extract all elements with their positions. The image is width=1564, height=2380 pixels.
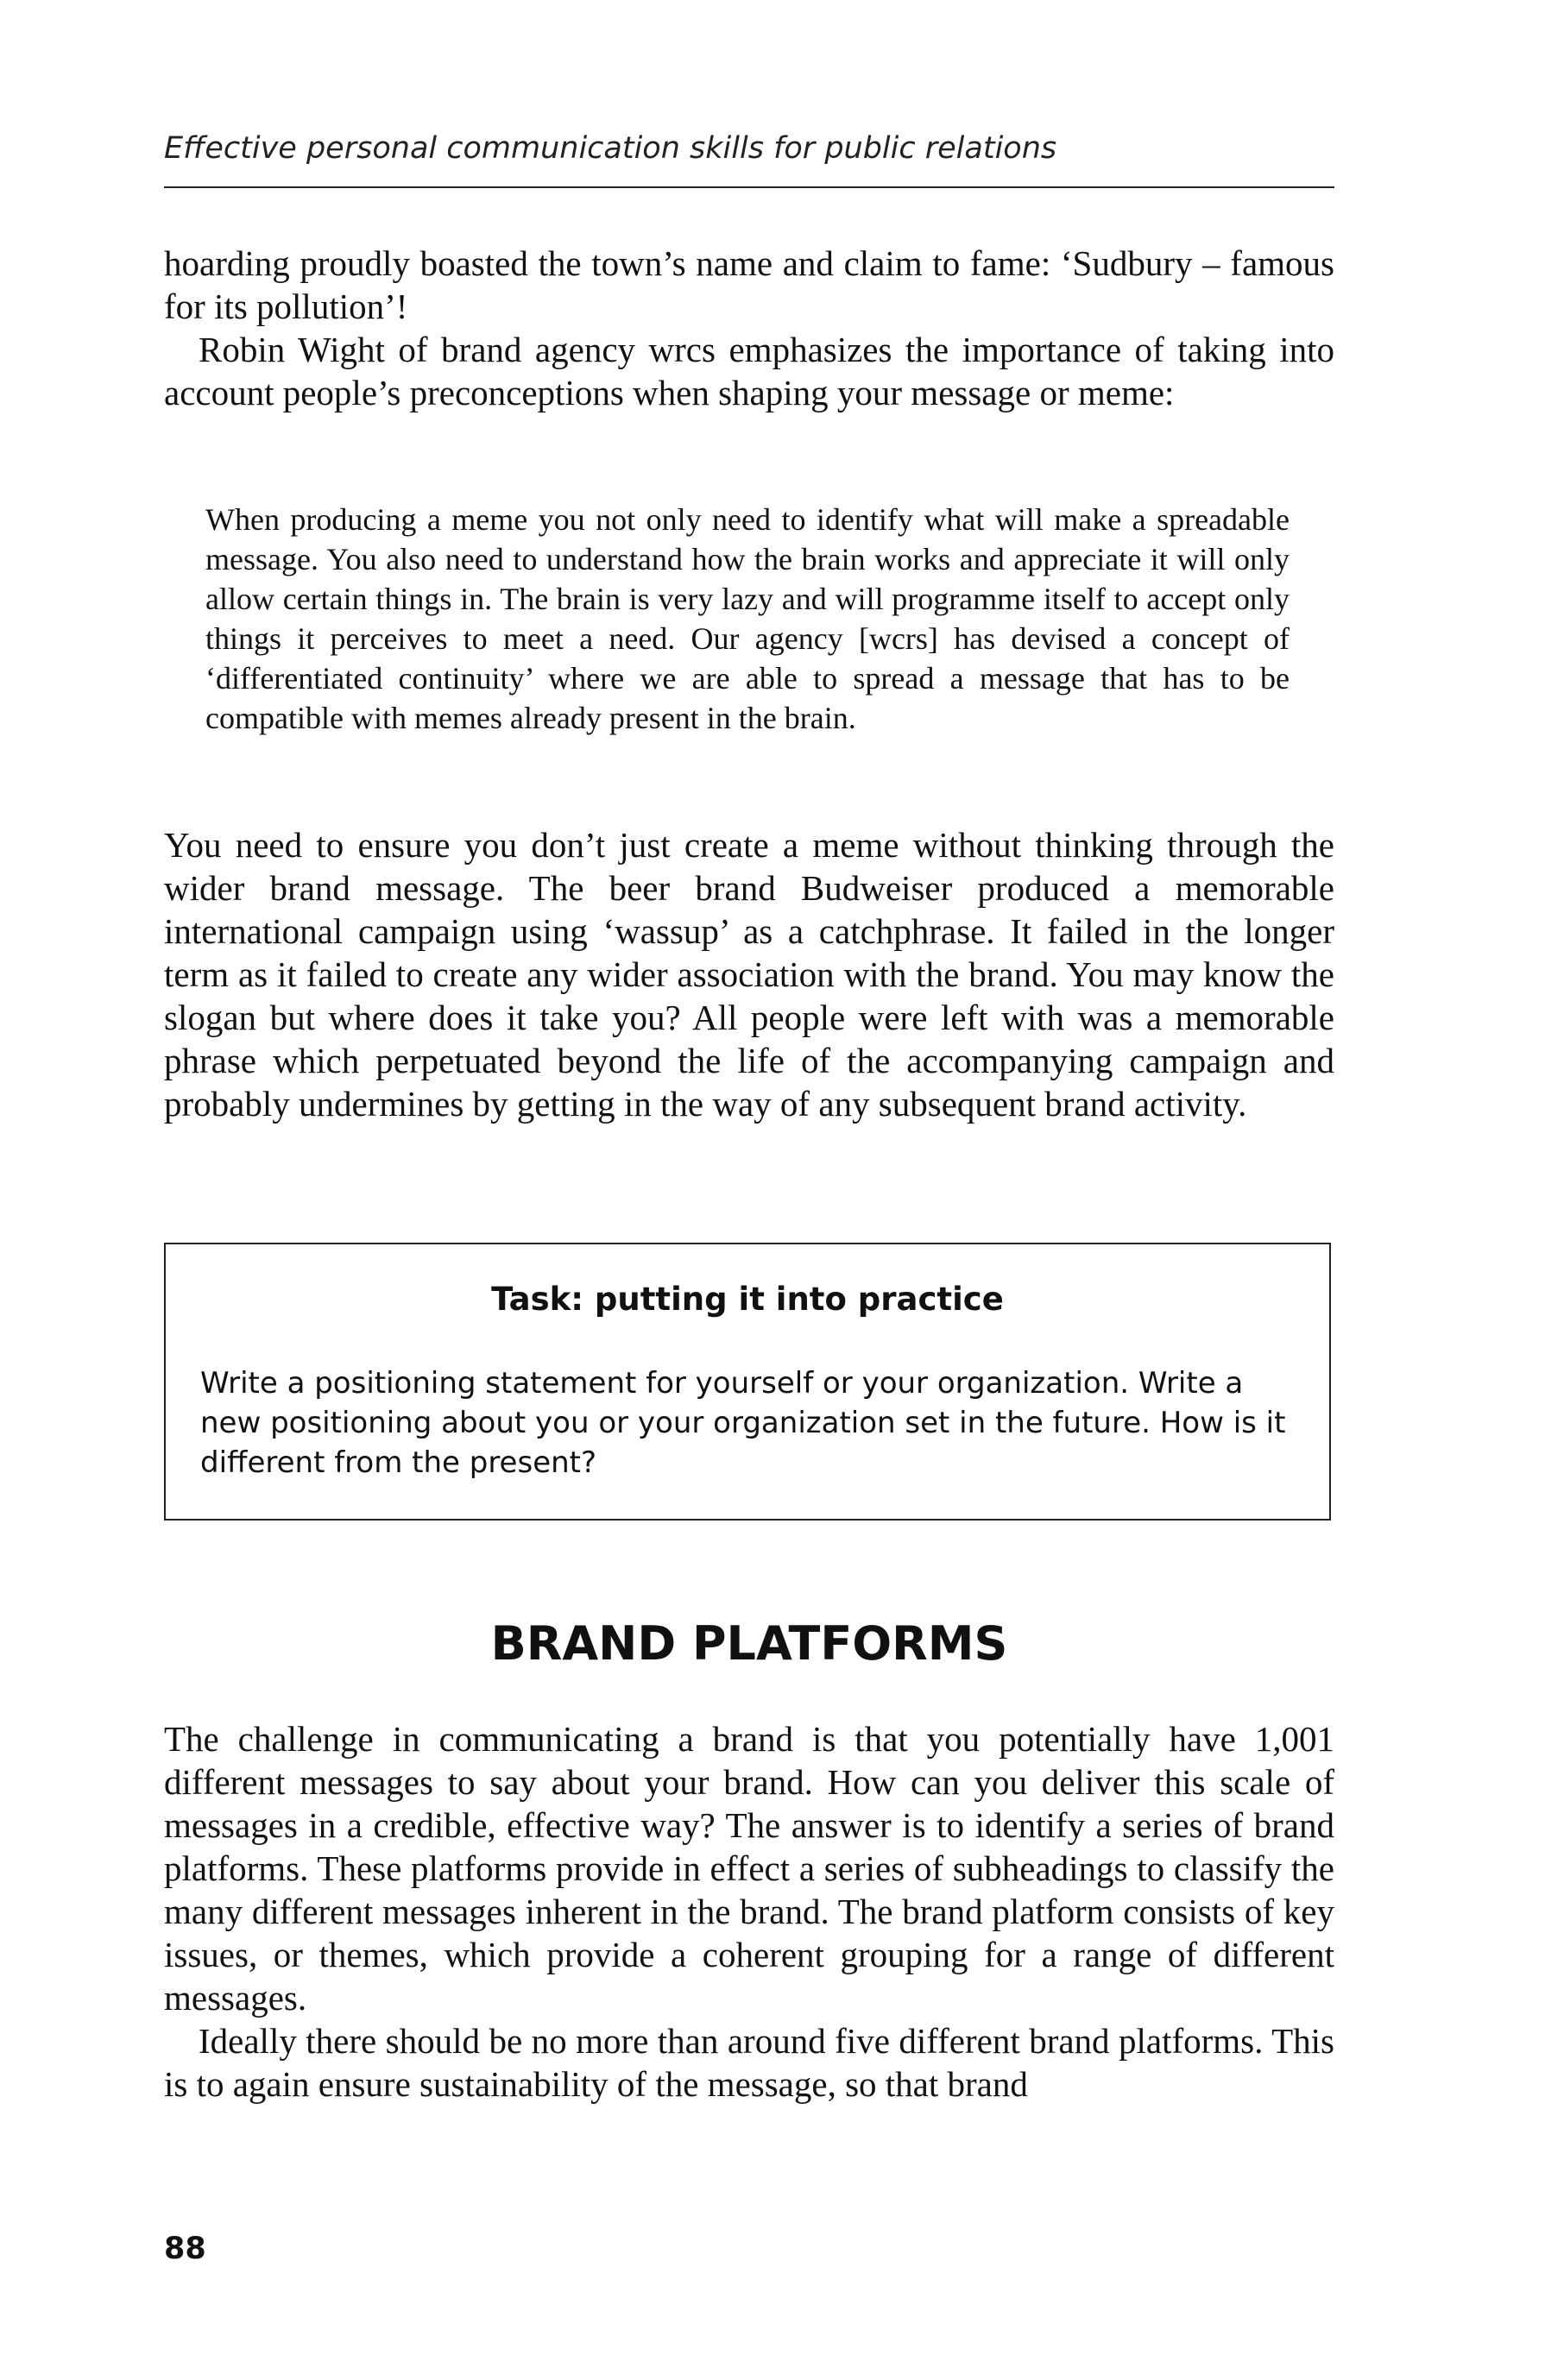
running-head: Effective personal communication skills for public relations [164, 131, 1057, 166]
intro-text [164, 242, 1334, 414]
section-text [164, 1717, 1334, 2106]
task-body: Write a positioning statement for yourself or your organization. Write a new positioning about you or your organization set in the future. How is it different from the present? [200, 1366, 1286, 1480]
book-page [164, 0, 1334, 2380]
intro-paragraph-2: Robin Wight of brand agency wrcs emphasizes the importance of taking into account people’s preconceptions when shaping your message or meme: [164, 330, 1334, 412]
intro-paragraph-1: hoarding proudly boasted the town’s name and claim to fame: ‘Sudbury – famous for its pollution’! [164, 243, 1334, 326]
section-heading: BRAND PLATFORMS [490, 1616, 1008, 1671]
body-paragraph: You need to ensure you don’t just create a meme without thinking through the wider brand message. The beer brand Budweiser produced a memorable international campaign using ‘wassup’ as a catchphrase. It failed in the longer term as it failed to create any wider association with the brand. You may know the slogan but where does it take you? All people were left with was a memorable phrase which perpetuated beyond the life of the accompanying campaign and probably undermines by getting in the way of any subsequent brand activity. [164, 825, 1334, 1124]
task-box [164, 1243, 1331, 1521]
block-quote: When producing a meme you not only need to identify what will make a spreadable message. You also need to understand how the brain works and appreciate it will only allow certain things in. The brain is very lazy and will programme itself to accept only things it perceives to meet a need. Our agency [wcrs] has devised a concept of ‘differentiated continuity’ where we are able to spread a message that has to be compatible with memes already present in the brain. [205, 502, 1290, 735]
body-text [164, 823, 1334, 1125]
task-title: Task: putting it into practice [491, 1281, 1004, 1318]
page-number: 88 [164, 2232, 206, 2266]
section-paragraph-2: Ideally there should be no more than around five different brand platforms. This is to again ensure sustainability of the message, so that brand [164, 2021, 1334, 2104]
header-rule [164, 186, 1334, 188]
section-paragraph-1: The challenge in communicating a brand is that you potentially have 1,001 different messages to say about your brand. How can you deliver this scale of messages in a credible, effective way? The answer is to identify a series of brand platforms. These platforms provide in effect a series of subheadings to classify the many different messages inherent in the brand. The brand platform consists of key issues, or themes, which provide a coherent grouping for a range of different messages. [164, 1719, 1334, 2018]
